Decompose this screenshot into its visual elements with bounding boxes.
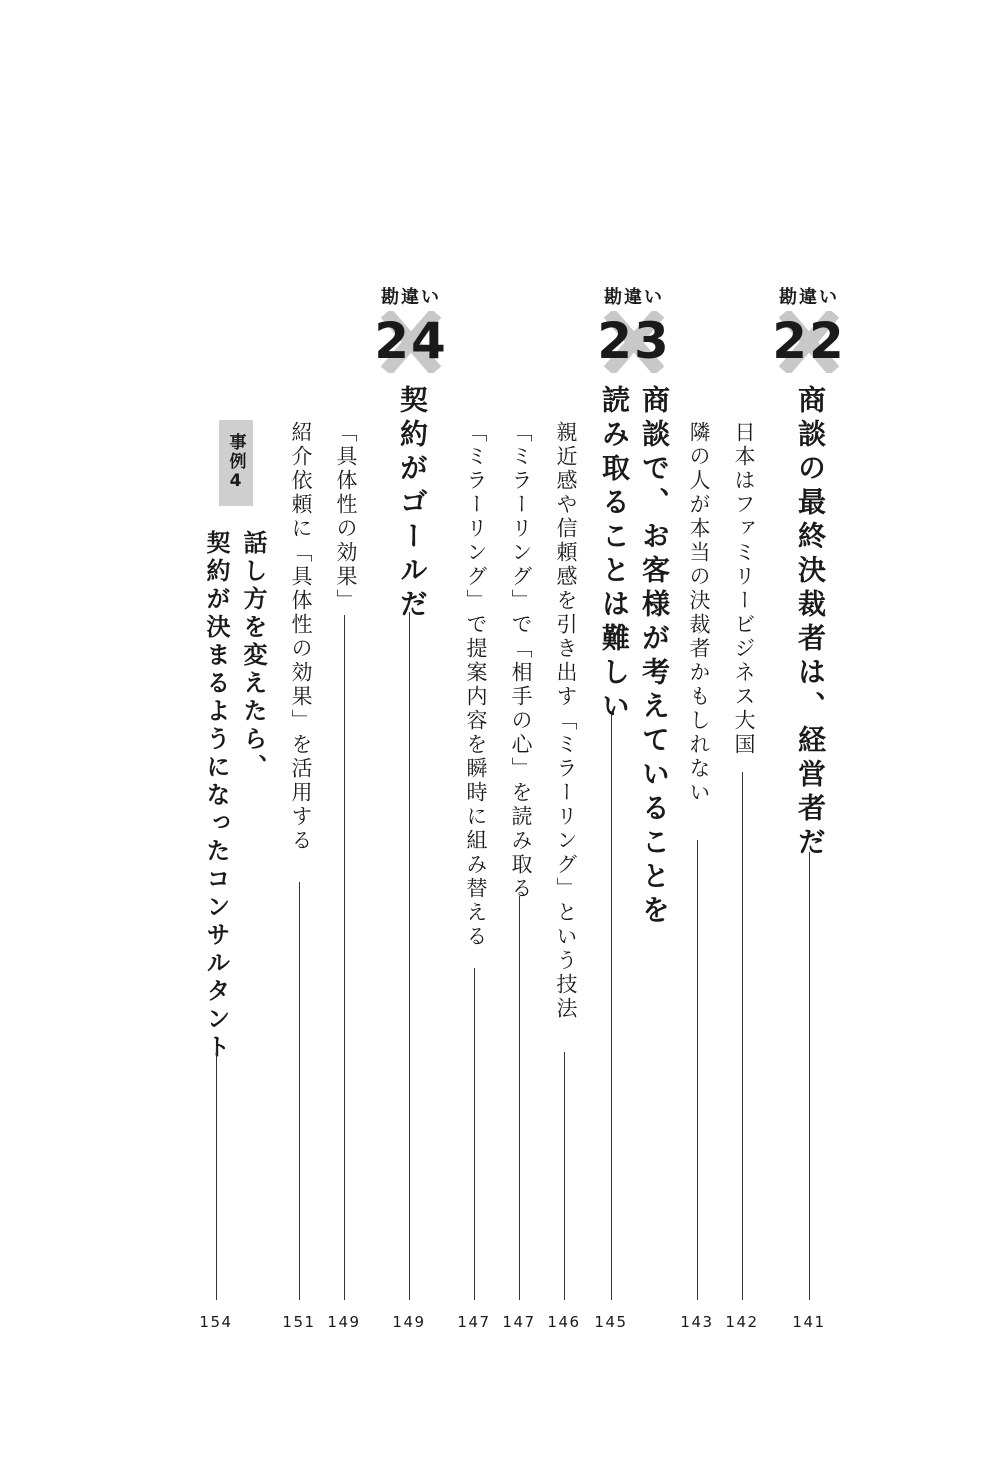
leader-line: [409, 612, 410, 1300]
chapter-23-header: [589, 287, 679, 373]
leader-line: [474, 968, 475, 1300]
section-23-2[interactable]: 「ミラーリング」で「相手の心」を読み取る: [509, 421, 533, 901]
section-22-2[interactable]: 隣の人が本当の決裁者かもしれない: [687, 421, 711, 805]
chapter-23-title-line1[interactable]: 商談で、お客様が考えていることを: [638, 385, 671, 929]
section-23-1[interactable]: 親近感や信頼感を引き出す「ミラーリング」という技法: [554, 421, 578, 1021]
case-title-line1[interactable]: 話し方を変えたら、: [239, 530, 267, 782]
page-number: 142: [725, 1313, 759, 1331]
chapter-24-title[interactable]: 契約がゴールだ: [396, 385, 429, 623]
section-22-1[interactable]: 日本はファミリービジネス大国: [732, 421, 756, 757]
chapter-number: 22: [772, 312, 846, 370]
chapter-22-header: [764, 287, 854, 373]
leader-line: [299, 882, 300, 1300]
leader-line: [519, 896, 520, 1300]
page-number: 149: [327, 1313, 361, 1331]
page-number: 154: [199, 1313, 233, 1331]
leader-line: [611, 715, 612, 1300]
leader-line: [809, 852, 810, 1300]
page-number: 143: [680, 1313, 714, 1331]
leader-line: [216, 1046, 217, 1300]
chapter-23-title-line2[interactable]: 読み取ることは難しい: [598, 385, 631, 725]
chapter-number: 24: [374, 312, 448, 370]
section-24-1[interactable]: 「具体性の効果」: [334, 421, 358, 613]
chapter-22-title[interactable]: 商談の最終決裁者は、経営者だ: [794, 385, 827, 861]
section-23-3[interactable]: 「ミラーリング」で提案内容を瞬時に組み替える: [464, 421, 488, 949]
page-number: 149: [392, 1313, 426, 1331]
chapter-label: 勘違い: [779, 287, 839, 308]
case-badge: 事例4: [219, 420, 253, 506]
section-24-2[interactable]: 紹介依頼に「具体性の効果」を活用する: [289, 421, 313, 853]
page-number: 147: [457, 1313, 491, 1331]
case-title-line2[interactable]: 契約が決まるようになったコンサルタント: [202, 530, 230, 1062]
page-number: 145: [594, 1313, 628, 1331]
chapter-number: 23: [597, 312, 671, 370]
page-number: 151: [282, 1313, 316, 1331]
chapter-label: 勘違い: [604, 287, 664, 308]
leader-line: [742, 772, 743, 1300]
page-number: 146: [547, 1313, 581, 1331]
chapter-label: 勘違い: [381, 287, 441, 308]
leader-line: [564, 1052, 565, 1300]
chapter-24-header: [366, 287, 456, 373]
leader-line: [697, 840, 698, 1300]
leader-line: [344, 615, 345, 1300]
page-number: 141: [792, 1313, 826, 1331]
page-number: 147: [502, 1313, 536, 1331]
